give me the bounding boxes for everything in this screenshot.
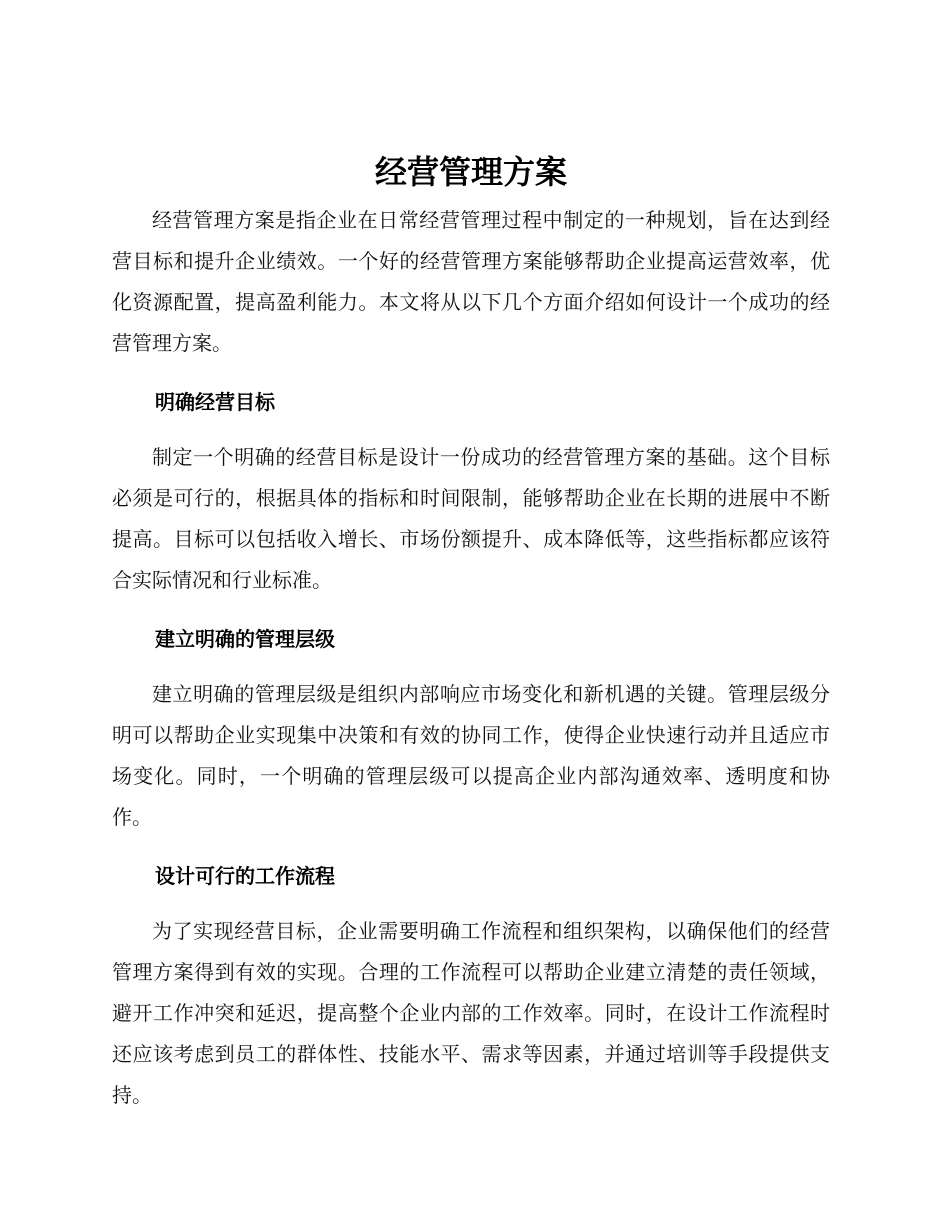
intro-paragraph: 经营管理方案是指企业在日常经营管理过程中制定的一种规划，旨在达到经营目标和提升企业绩效。一个好的经营管理方案能够帮助企业提高运营效率，优化资源配置，提高盈利能力。本文将从以下几个方面介绍如何设计一个成功的经营管理方案。 (112, 208, 830, 355)
section-body-business-goals: 制定一个明确的经营目标是设计一份成功的经营管理方案的基础。这个目标必须是可行的，根据具体的指标和时间限制，能够帮助企业在长期的进展中不断提高。目标可以包括收入增长、市场份额提升、成本降低等，这些指标都应该符合实际情况和行业标准。 (112, 445, 830, 592)
document-content (112, 150, 830, 1116)
section-heading-workflow-design: 设计可行的工作流程 (155, 864, 335, 888)
section-body-management-hierarchy: 建立明确的管理层级是组织内部响应市场变化和新机遇的关键。管理层级分明可以帮助企业实现集中决策和有效的协同工作，使得企业快速行动并且适应市场变化。同时，一个明确的管理层级可以提高企业内部沟通效率、透明度和协作。 (112, 682, 830, 829)
section-heading-business-goals: 明确经营目标 (155, 390, 275, 414)
document-title: 经营管理方案 (374, 153, 567, 191)
section-heading-management-hierarchy: 建立明确的管理层级 (155, 627, 335, 651)
section-body-workflow-design: 为了实现经营目标，企业需要明确工作流程和组织架构，以确保他们的经营管理方案得到有效的实现。合理的工作流程可以帮助企业建立清楚的责任领域，避开工作冲突和延迟，提高整个企业内部的工作效率。同时，在设计工作流程时还应该考虑到员工的群体性、技能水平、需求等因素，并通过培训等手段提供支持。 (112, 919, 830, 1107)
